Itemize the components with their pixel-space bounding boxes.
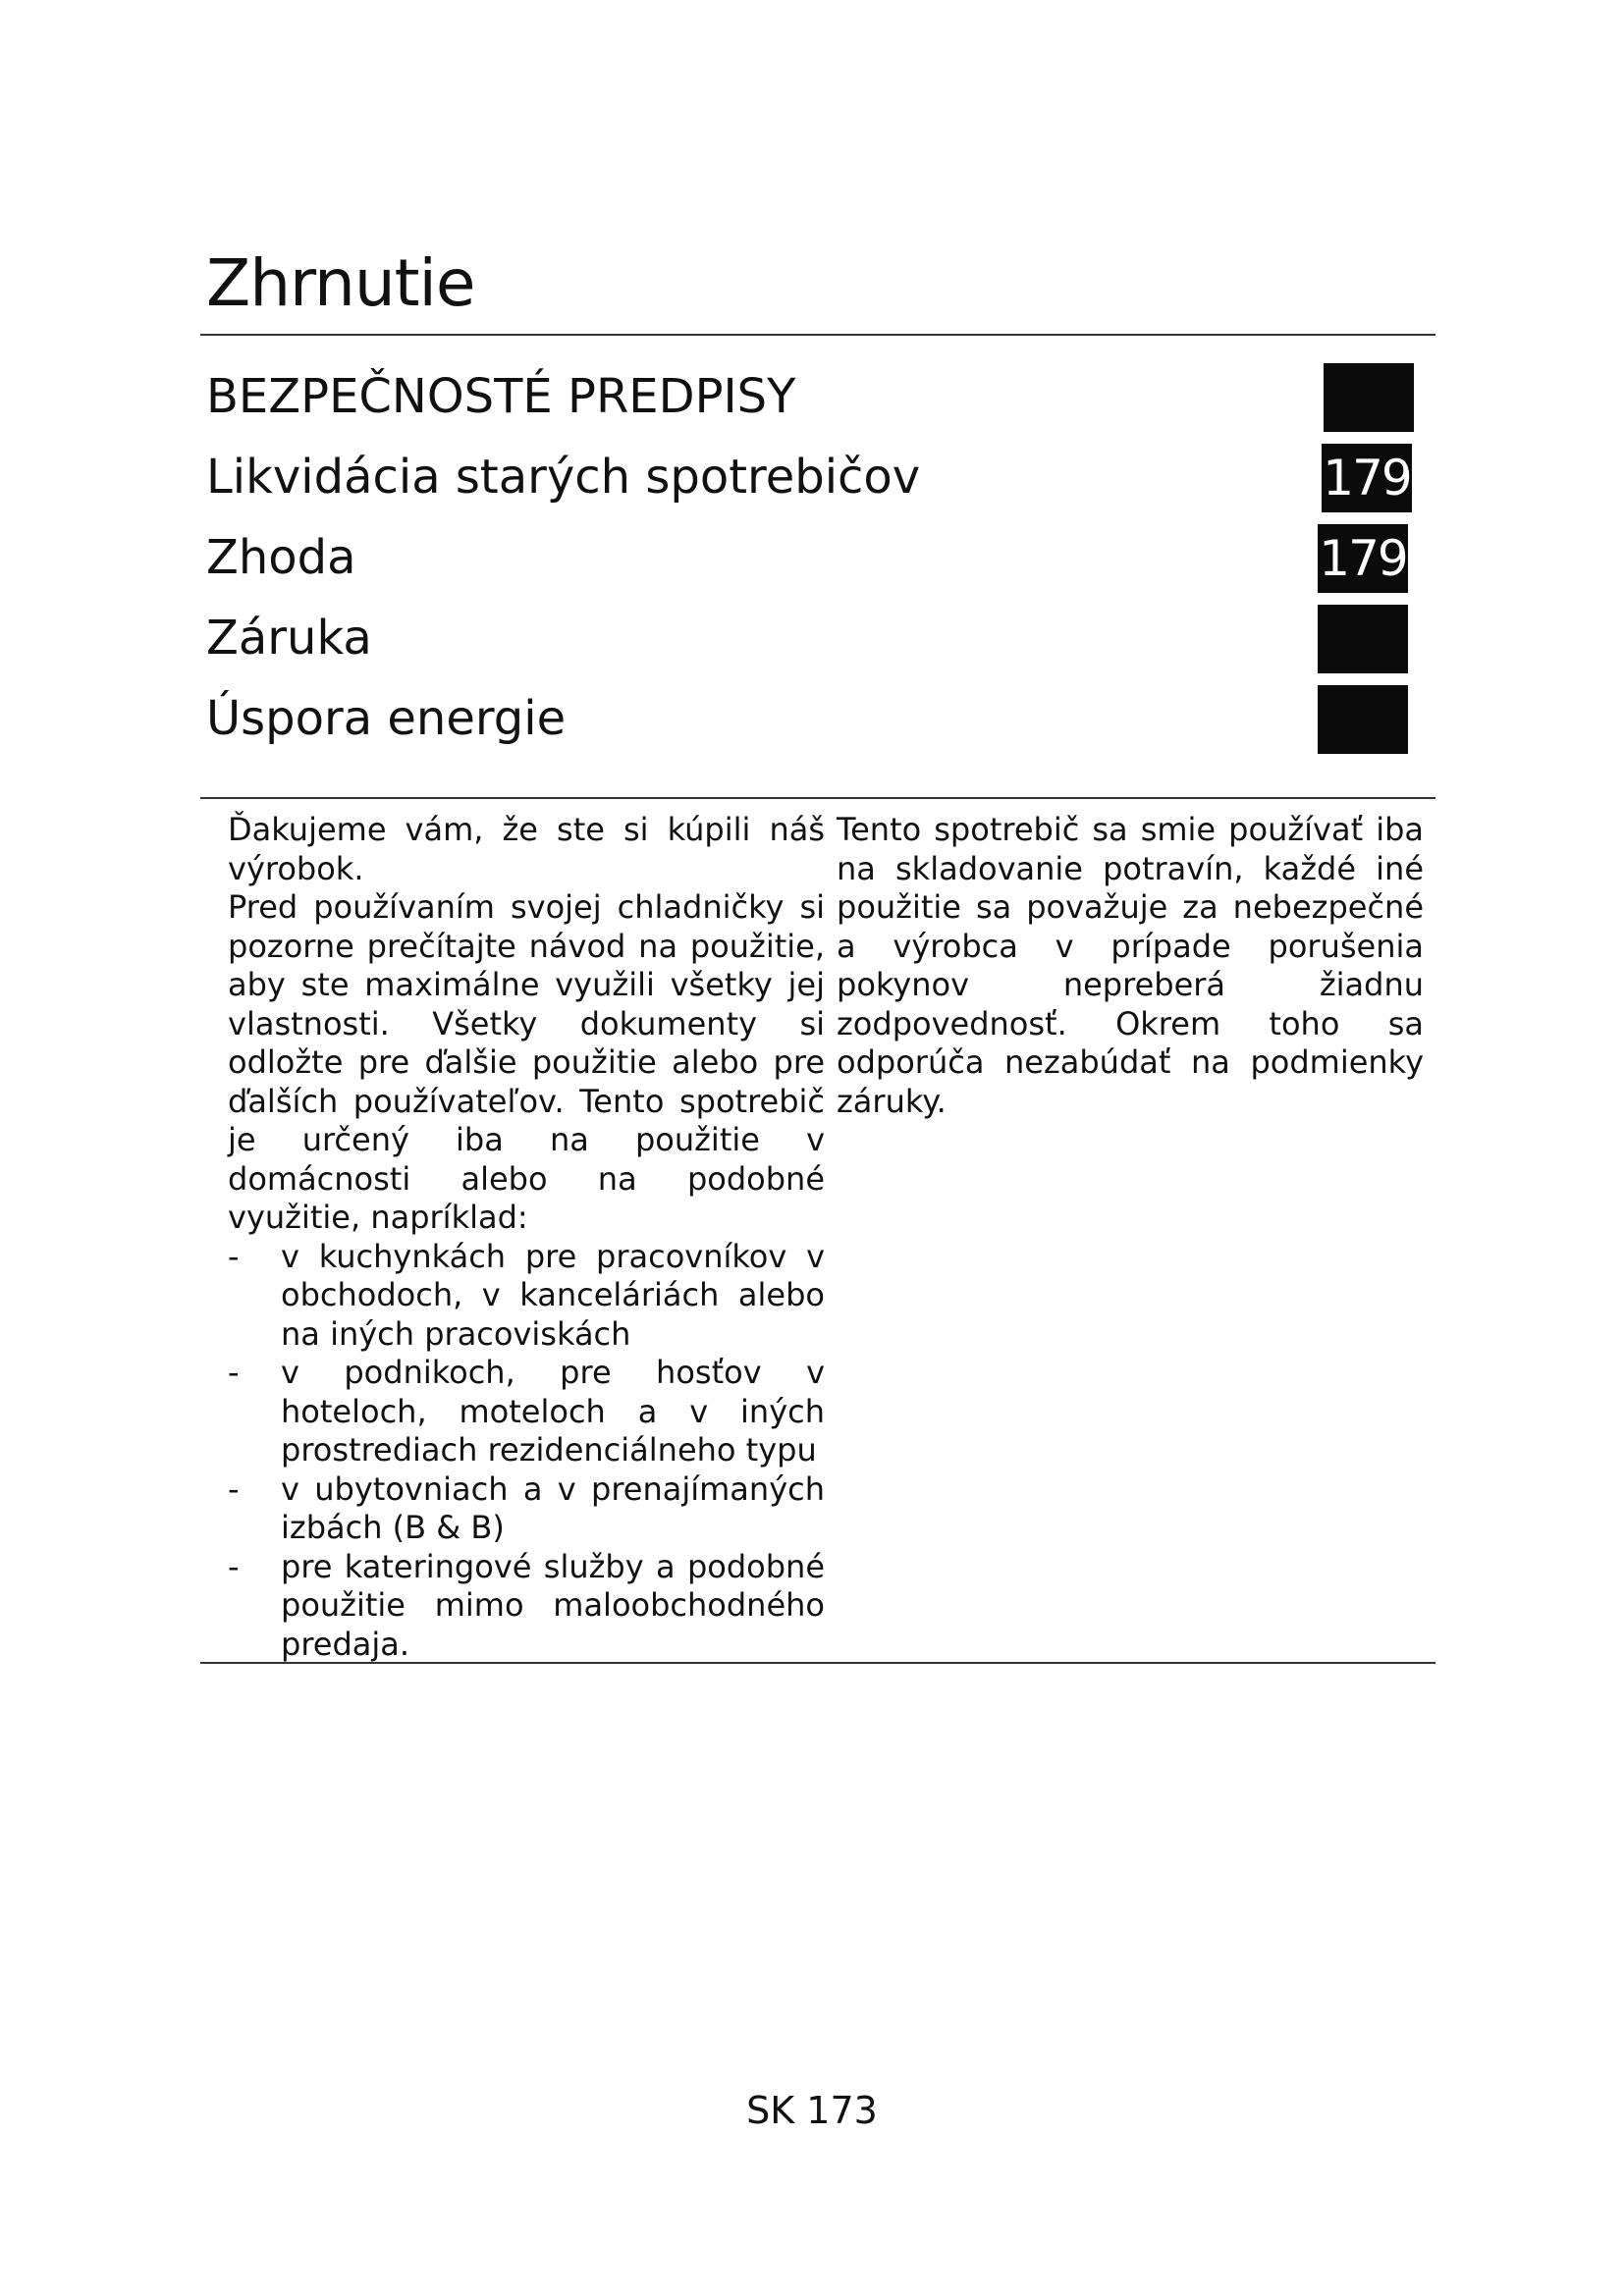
toc-entry[interactable]: [206, 524, 1414, 605]
toc-page-box: 179: [1318, 524, 1408, 593]
toc-page-box: [1318, 605, 1408, 673]
page-number: SK 173: [746, 2089, 878, 2132]
toc-entry[interactable]: [206, 444, 1414, 524]
list-item-text: v kuchynkách pre pracovníkov v obchodoch, v kanceláriách alebo na iných pracoviskách: [281, 1237, 825, 1353]
toc-entry-label: Zhoda: [206, 530, 356, 585]
bottom-divider: [200, 1662, 1435, 1664]
usage-list: [228, 1238, 825, 1665]
list-item: [228, 1238, 825, 1355]
title-divider: [200, 334, 1435, 336]
list-item: [228, 1354, 825, 1470]
thanks-paragraph: Ďakujeme vám, že ste si kúpili náš výrobok.: [228, 811, 825, 887]
toc-page-box: [1318, 685, 1408, 754]
list-item-text: v podnikoch, pre hosťov v hoteloch, moteloch a v iných prostrediach rezidenciálneho typu: [281, 1354, 825, 1468]
toc-entry[interactable]: [206, 605, 1414, 685]
bullet-marker: -: [228, 1547, 240, 1585]
usage-warning-paragraph: Tento spotrebič sa smie používať iba na skladovanie potravín, každé iné použitie sa považuje za nebezpečné a výrobca v prípade porušenia pokynov nepreberá žiadnu zodpovednosť. Okrem toho sa odporúča nezabúdať na podmienky záruky.: [837, 811, 1424, 1120]
bullet-marker: -: [228, 1354, 240, 1391]
right-column: [837, 811, 1424, 1121]
toc-entry-label: BEZPEČNOSTÉ PREDPISY: [206, 369, 796, 424]
bullet-marker: -: [228, 1237, 240, 1275]
toc-entry[interactable]: [206, 363, 1414, 444]
page-title: Zhrnutie: [206, 245, 475, 321]
toc-entry[interactable]: [206, 685, 1414, 766]
section-divider: [200, 797, 1435, 799]
list-item: [228, 1548, 825, 1665]
toc-entry-label: Záruka: [206, 611, 372, 666]
left-column: [228, 811, 825, 1664]
toc-entry-label: Úspora energie: [206, 691, 567, 746]
toc-page-box: 179: [1322, 444, 1412, 512]
intro-paragraph: Pred používaním svojej chladničky si pozorne prečítajte návod na použitie, aby ste maximálne využili všetky jej vlastnosti. Všetky dokumenty si odložte pre ďalšie použitie alebo pre ďalších používateľov. Tento spotrebič je určený iba na použitie v domácnosti alebo na podobné využitie, napríklad:: [228, 888, 825, 1236]
list-item-text: v ubytovniach a v prenajímaných izbách (B & B): [281, 1469, 825, 1546]
toc-entry-label: Likvidácia starých spotrebičov: [206, 450, 921, 505]
bullet-marker: -: [228, 1469, 240, 1508]
list-item-text: pre kateringové služby a podobné použitie mimo maloobchodného predaja.: [281, 1547, 825, 1663]
table-of-contents: [206, 363, 1414, 766]
list-item: [228, 1470, 825, 1548]
toc-page-box: [1324, 363, 1414, 432]
